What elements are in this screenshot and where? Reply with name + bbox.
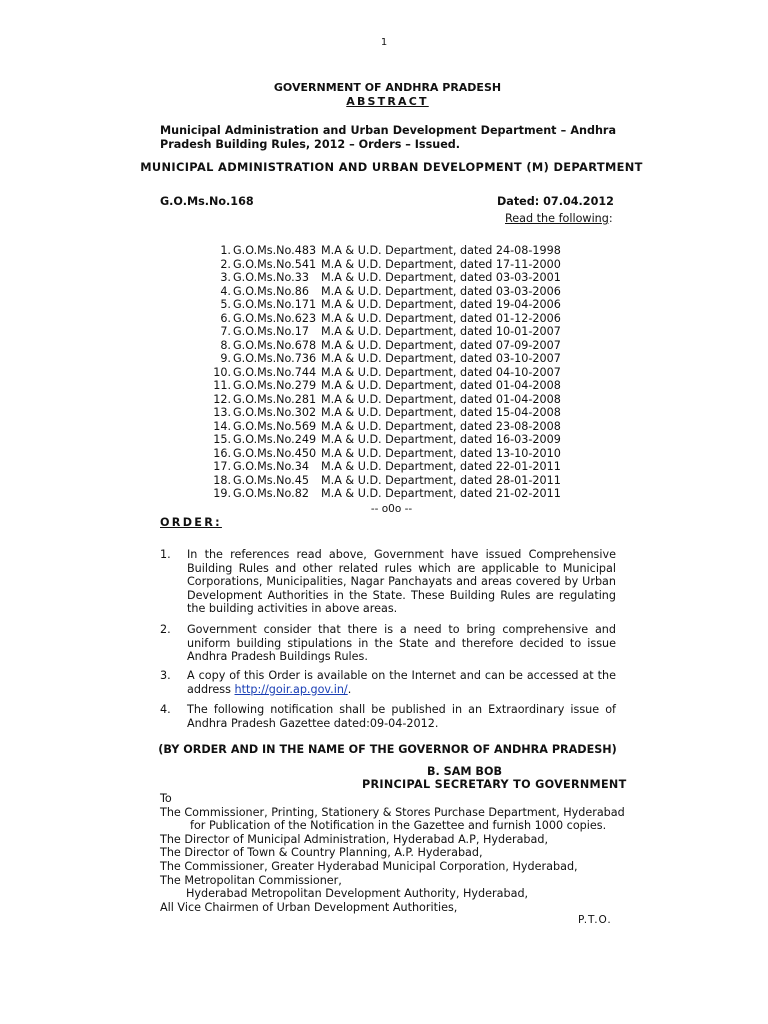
reference-details: M.A & U.D. Department, dated 23-08-2008 <box>321 419 561 433</box>
to-label: To <box>160 792 172 805</box>
reference-item <box>213 460 561 474</box>
reference-item <box>213 244 561 258</box>
reference-number: 15. <box>213 433 231 446</box>
recipient-line: Hyderabad Metropolitan Development Authority, Hyderabad, <box>186 887 529 901</box>
reference-item <box>213 285 561 299</box>
paragraph-1 <box>160 548 616 616</box>
reference-number: 10. <box>213 365 231 379</box>
reference-go-number: G.O.Ms.No.678 <box>233 338 317 352</box>
reference-details: M.A & U.D. Department, dated 17-11-2000 <box>321 257 561 271</box>
read-following-colon: : <box>608 212 613 225</box>
reference-number: 17. <box>213 460 231 473</box>
paragraph-text <box>187 669 616 696</box>
paragraph-text: The following notification shall be published in an Extraordinary issue of Andhra Pradesh Gazettee dated:09-04-2012. <box>187 703 616 730</box>
reference-number: 16. <box>213 446 231 460</box>
reference-item <box>213 352 561 366</box>
order-heading: ORDER: <box>160 516 222 529</box>
signer-name: B. SAM BOB <box>427 765 502 778</box>
reference-number: 12. <box>213 392 231 406</box>
reference-number: 9. <box>220 352 231 365</box>
recipient-line: The Director of Town & Country Planning, A.P. Hyderabad, <box>160 846 483 860</box>
reference-details: M.A & U.D. Department, dated 03-10-2007 <box>321 352 561 365</box>
reference-number: 8. <box>220 338 231 352</box>
reference-item <box>213 312 561 326</box>
reference-number: 4. <box>220 284 231 298</box>
paragraph-3 <box>160 669 616 696</box>
reference-details: M.A & U.D. Department, dated 22-01-2011 <box>321 460 561 473</box>
reference-go-number: G.O.Ms.No.744 <box>233 365 317 379</box>
paragraph-text: Government consider that there is a need to bring comprehensive and uniform building stipulations in the State and therefore decided to issue Andhra Pradesh Buildings Rules. <box>187 623 616 663</box>
reference-go-number: G.O.Ms.No.281 <box>233 392 317 406</box>
reference-item <box>213 420 561 434</box>
reference-item <box>213 366 561 380</box>
recipient-line: The Commissioner, Printing, Stationery & Stores Purchase Department, Hyderabad <box>160 805 625 819</box>
reference-number: 2. <box>220 257 231 271</box>
reference-details: M.A & U.D. Department, dated 03-03-2006 <box>321 284 561 298</box>
reference-go-number: G.O.Ms.No.569 <box>233 419 317 433</box>
pto-marker: P.T.O. <box>578 914 612 926</box>
reference-details: M.A & U.D. Department, dated 04-10-2007 <box>321 365 561 379</box>
recipient-line: The Director of Municipal Administration, Hyderabad A.P, Hyderabad, <box>160 832 549 846</box>
department-heading: MUNICIPAL ADMINISTRATION AND URBAN DEVELOPMENT (M) DEPARTMENT <box>140 160 643 174</box>
reference-details: M.A & U.D. Department, dated 07-09-2007 <box>321 338 561 352</box>
reference-go-number: G.O.Ms.No.483 <box>233 244 317 257</box>
section-divider: -- o0o -- <box>370 503 413 515</box>
reference-number: 6. <box>220 311 231 325</box>
reference-number: 5. <box>220 298 231 311</box>
reference-details: M.A & U.D. Department, dated 01-04-2008 <box>321 392 561 406</box>
recipient-line: The Commissioner, Greater Hyderabad Municipal Corporation, Hyderabad, <box>160 859 578 873</box>
paragraph-number: 4. <box>160 703 171 716</box>
signer-title: PRINCIPAL SECRETARY TO GOVERNMENT <box>362 778 627 791</box>
reference-go-number: G.O.Ms.No.736 <box>233 352 317 365</box>
reference-go-number: G.O.Ms.No.45 <box>233 473 309 487</box>
paragraph-2 <box>160 623 616 664</box>
reference-go-number: G.O.Ms.No.82 <box>233 487 309 500</box>
recipient-line: The Metropolitan Commissioner, <box>160 873 342 887</box>
reference-go-number: G.O.Ms.No.86 <box>233 284 309 298</box>
goir-link[interactable]: http://goir.ap.gov.in/ <box>234 682 348 696</box>
reference-details: M.A & U.D. Department, dated 01-12-2006 <box>321 311 561 325</box>
reference-item <box>213 393 561 407</box>
reference-go-number: G.O.Ms.No.17 <box>233 325 309 338</box>
reference-go-number: G.O.Ms.No.623 <box>233 311 317 325</box>
reference-go-number: G.O.Ms.No.302 <box>233 406 317 419</box>
page-number: 1 <box>380 37 388 48</box>
reference-go-number: G.O.Ms.No.279 <box>233 379 317 392</box>
paragraph-number: 2. <box>160 623 171 636</box>
reference-number: 13. <box>213 406 231 419</box>
reference-go-number: G.O.Ms.No.34 <box>233 460 309 473</box>
paragraph-text-after-link: . <box>347 682 352 696</box>
reference-item <box>213 339 561 353</box>
order-number: G.O.Ms.No.168 <box>160 195 254 208</box>
reference-item <box>213 433 561 447</box>
recipients-block <box>160 792 625 914</box>
paragraph-text-before-link: A copy of this Order is available on the Internet and can be accessed at the address <box>187 669 616 696</box>
reference-details: M.A & U.D. Department, dated 03-03-2001 <box>321 271 561 284</box>
reference-details: M.A & U.D. Department, dated 10-01-2007 <box>321 325 561 338</box>
reference-number: 19. <box>213 487 231 500</box>
reference-number: 18. <box>213 473 231 487</box>
read-following-label: Read the following <box>505 212 609 225</box>
reference-go-number: G.O.Ms.No.249 <box>233 433 317 446</box>
reference-details: M.A & U.D. Department, dated 24-08-1998 <box>321 244 561 257</box>
reference-number: 7. <box>220 325 231 338</box>
reference-number: 3. <box>220 271 231 284</box>
reference-number: 14. <box>213 419 231 433</box>
reference-item <box>213 298 561 312</box>
paragraph-number: 1. <box>160 548 171 561</box>
reference-number: 1. <box>220 244 231 257</box>
reference-details: M.A & U.D. Department, dated 13-10-2010 <box>321 446 561 460</box>
reference-item <box>213 447 561 461</box>
reference-item <box>213 258 561 272</box>
subject-line: Municipal Administration and Urban Development Department – Andhra Pradesh Building Rules, 2012 – Orders – Issued. <box>160 124 616 151</box>
reference-item <box>213 474 561 488</box>
reference-go-number: G.O.Ms.No.33 <box>233 271 309 284</box>
reference-details: M.A & U.D. Department, dated 28-01-2011 <box>321 473 561 487</box>
abstract-heading: ABSTRACT <box>346 95 429 108</box>
reference-item <box>213 406 561 420</box>
references-list <box>213 244 561 501</box>
paragraph-number: 3. <box>160 669 171 682</box>
government-title: GOVERNMENT OF ANDHRA PRADESH <box>273 81 502 94</box>
reference-item <box>213 487 561 501</box>
reference-details: M.A & U.D. Department, dated 01-04-2008 <box>321 379 561 392</box>
reference-item <box>213 271 561 285</box>
recipient-line: All Vice Chairmen of Urban Development Authorities, <box>160 900 458 914</box>
reference-go-number: G.O.Ms.No.171 <box>233 298 317 311</box>
reference-number: 11. <box>213 379 231 392</box>
order-date: Dated: 07.04.2012 <box>497 195 614 208</box>
reference-go-number: G.O.Ms.No.541 <box>233 257 317 271</box>
paragraph-4 <box>160 703 616 730</box>
read-following <box>505 212 613 225</box>
reference-details: M.A & U.D. Department, dated 21-02-2011 <box>321 487 561 500</box>
paragraph-text: In the references read above, Government have issued Comprehensive Building Rules and other related rules which are applicable to Municipal Corporations, Municipalities, Nagar Panchayats and areas covered by Urban Development Authorities in the State. These Building Rules are regulating the building activities in above areas. <box>187 548 616 615</box>
reference-item <box>213 325 561 339</box>
reference-details: M.A & U.D. Department, dated 19-04-2006 <box>321 298 561 311</box>
reference-details: M.A & U.D. Department, dated 15-04-2008 <box>321 406 561 419</box>
reference-go-number: G.O.Ms.No.450 <box>233 446 317 460</box>
reference-details: M.A & U.D. Department, dated 16-03-2009 <box>321 433 561 446</box>
recipient-line: for Publication of the Notification in the Gazettee and furnish 1000 copies. <box>190 819 607 833</box>
by-order-line: (BY ORDER AND IN THE NAME OF THE GOVERNOR OF ANDHRA PRADESH) <box>158 743 617 756</box>
reference-item <box>213 379 561 393</box>
